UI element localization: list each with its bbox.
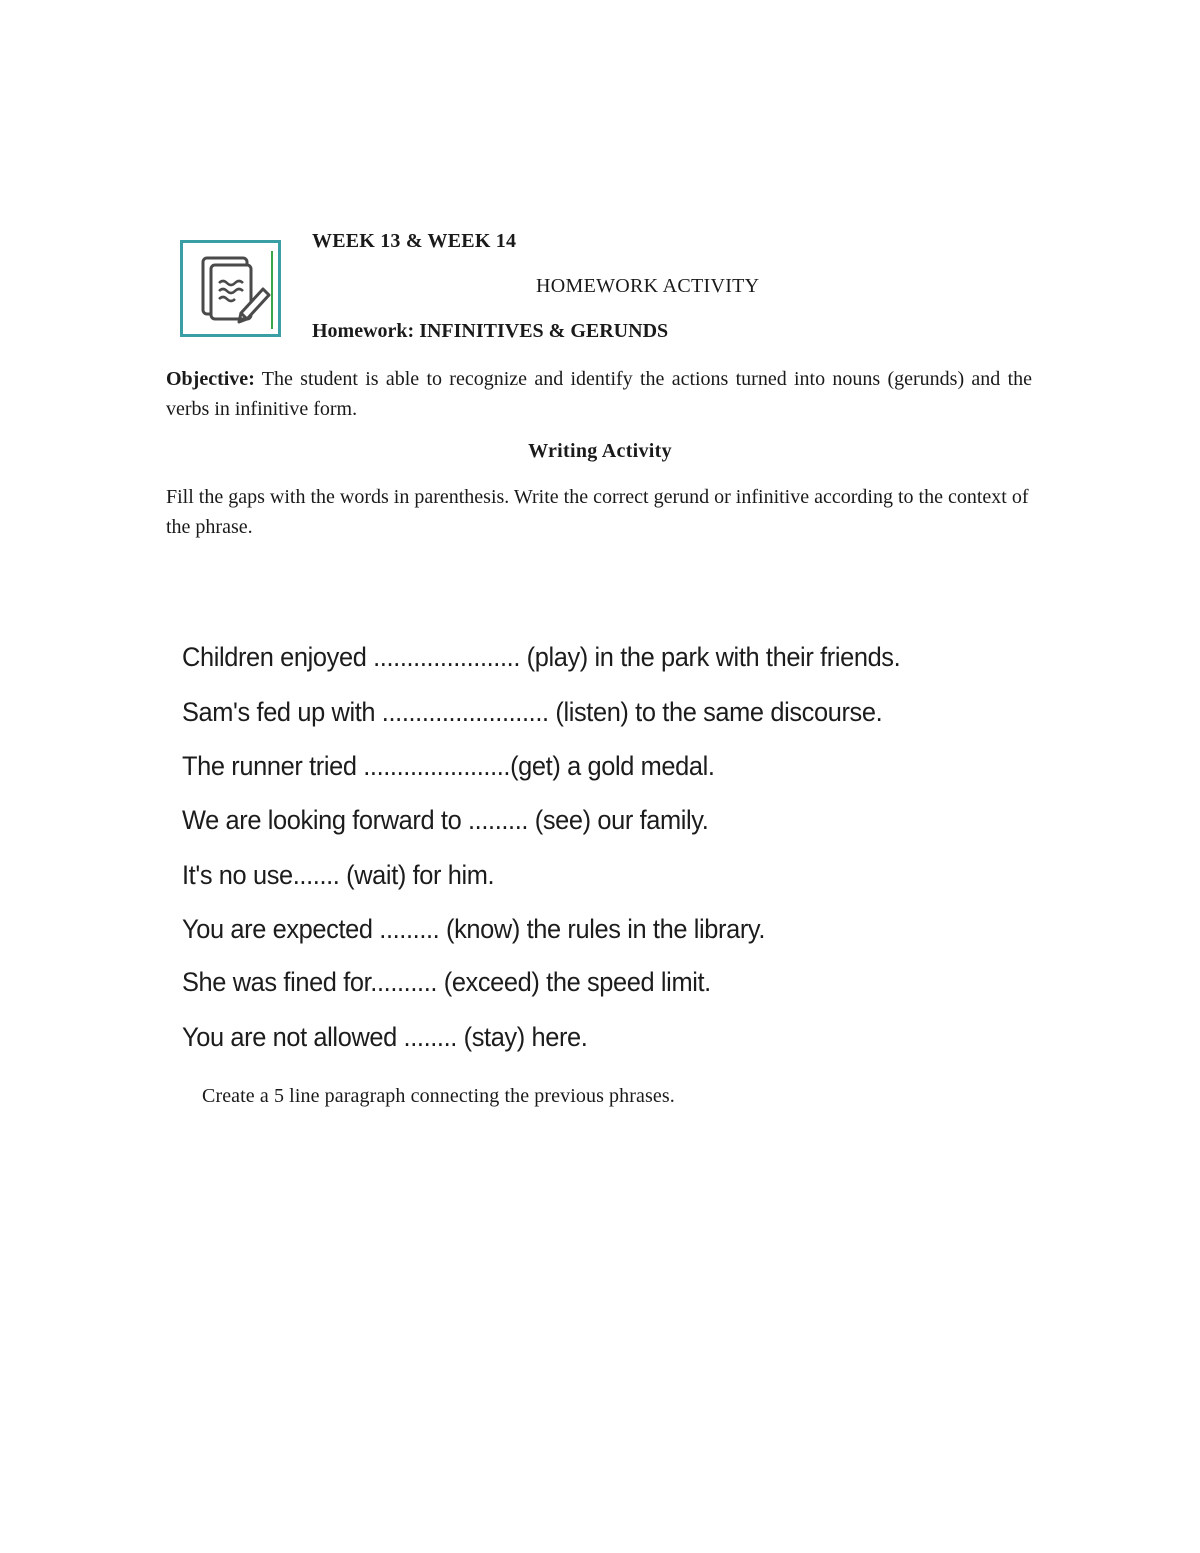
exercise-sentence-8: You are not allowed ........ (stay) here. bbox=[182, 1022, 588, 1052]
exercise-sentence-2: Sam's fed up with ......................... (listen) to the same discourse. bbox=[182, 697, 883, 727]
objective-label: Objective: bbox=[166, 368, 255, 390]
objective-text: The student is able to recognize and identify the actions turned into nouns (gerunds) and the verbs in infinitive form. bbox=[166, 368, 1032, 420]
exercise-sentence-7: She was fined for.......... (exceed) the speed limit. bbox=[182, 967, 711, 997]
exercise-sentence-5: It's no use....... (wait) for him. bbox=[182, 860, 495, 890]
exercise-sentence-4: We are looking forward to ......... (see) our family. bbox=[182, 805, 709, 835]
homework-document-pen-icon bbox=[183, 243, 278, 334]
writing-activity-title: Writing Activity bbox=[528, 440, 672, 462]
writing-instructions: Fill the gaps with the words in parenthesis. Write the correct gerund or infinitive according to the context of the phrase. bbox=[166, 486, 1029, 538]
activity-title: HOMEWORK ACTIVITY bbox=[536, 275, 760, 297]
homework-topic: Homework: INFINITIVES & GERUNDS bbox=[312, 320, 669, 342]
exercise-sentence-1: Children enjoyed ...................... (play) in the park with their friends. bbox=[182, 642, 901, 672]
objective-paragraph bbox=[166, 364, 1032, 424]
exercise-sentence-3: The runner tried ......................(get) a gold medal. bbox=[182, 751, 715, 781]
week-title: WEEK 13 & WEEK 14 bbox=[312, 230, 517, 252]
paragraph-task: Create a 5 line paragraph connecting the previous phrases. bbox=[202, 1085, 675, 1107]
exercise-sentences bbox=[170, 612, 1010, 1072]
exercise-sentence-6: You are expected ......... (know) the rules in the library. bbox=[182, 914, 766, 944]
homework-logo bbox=[180, 240, 281, 337]
